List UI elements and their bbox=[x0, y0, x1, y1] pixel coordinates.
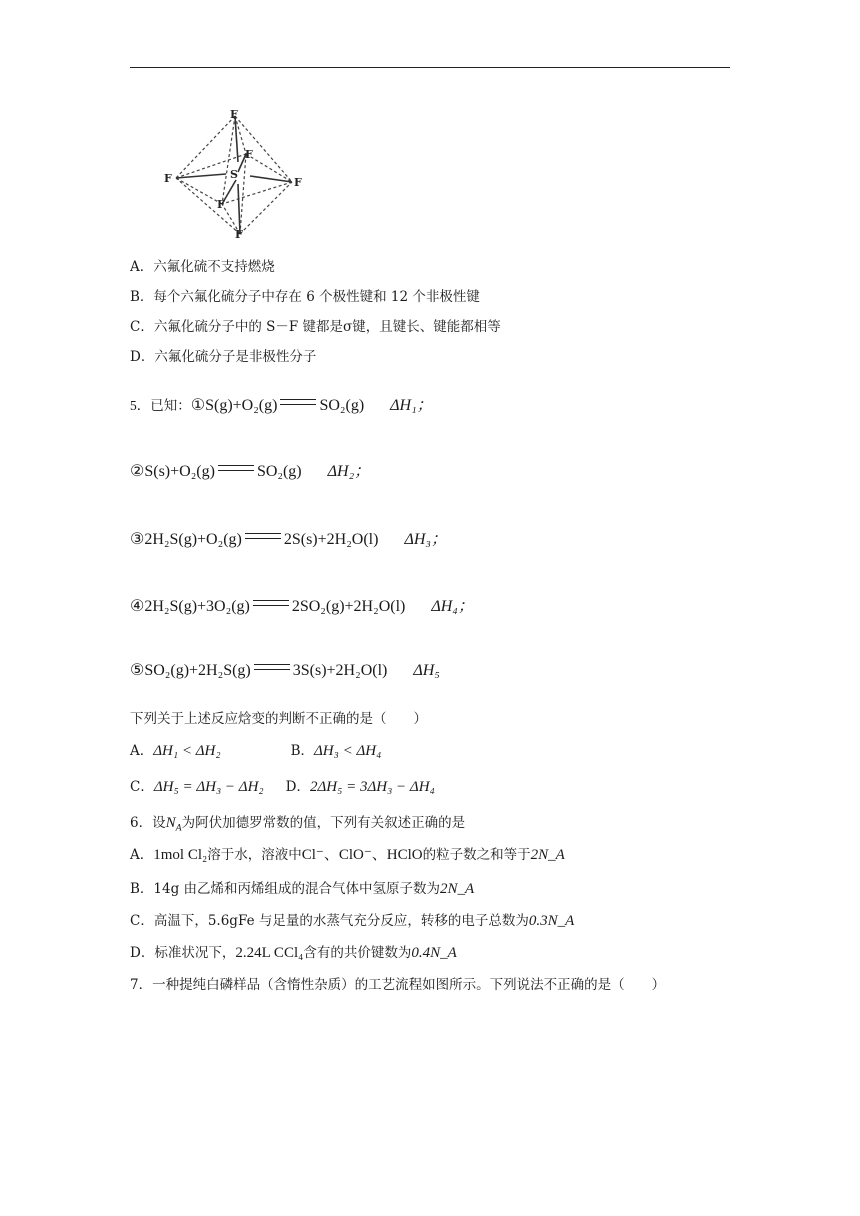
q5-options-ab: A．ΔH₁ < ΔH₂ B．ΔH₃ < ΔH₄ bbox=[130, 743, 382, 759]
q4-option-b: B．每个六氟化硫分子中存在 6 个极性键和 12 个非极性键 bbox=[130, 289, 480, 305]
yields-sign bbox=[245, 533, 281, 539]
yields-sign bbox=[254, 664, 290, 670]
q6-option-a: A．1mol Cl₂溶于水，溶液中Cl⁻、ClO⁻、HClO的粒子数之和等于2N_A bbox=[130, 847, 565, 863]
q5-equation-5: ⑤SO₂(g)+2H₂S(g) 3S(s)+2H₂O(l) ΔH₅ bbox=[130, 662, 440, 679]
q6-option-d: D．标准状况下，2.24L CCl₄含有的共价键数为0.4N_A bbox=[130, 945, 457, 961]
sf6-molecule-figure bbox=[160, 102, 320, 244]
q5-question: 下列关于上述反应焓变的判断不正确的是（ ） bbox=[130, 711, 427, 727]
q6-option-c: C．高温下，5.6gFe 与足量的水蒸气充分反应，转移的电子总数为0.3N_A bbox=[130, 913, 575, 929]
yields-sign bbox=[253, 600, 289, 606]
q6-stem: 6．设$N_A$为阿伏加德罗常数的值，下列有关叙述正确的是 bbox=[130, 815, 466, 834]
q5-equation-3: ③2H₂S(g)+O₂(g) 2S(s)+2H₂O(l) ΔH₃； bbox=[130, 531, 447, 548]
fluorine-atom: F bbox=[164, 172, 172, 185]
fluorine-atom: F bbox=[294, 176, 302, 189]
q6-option-b: B．14g 由乙烯和丙烯组成的混合气体中氢原子数为2N_A bbox=[130, 881, 475, 897]
q4-option-d: D．六氟化硫分子是非极性分子 bbox=[130, 349, 317, 365]
fluorine-atom: F bbox=[235, 228, 243, 241]
fluorine-atom: F bbox=[230, 108, 238, 121]
q5-equation-4: ④2H₂S(g)+3O₂(g) 2SO₂(g)+2H₂O(l) ΔH₄； bbox=[130, 598, 474, 615]
yields-sign bbox=[218, 465, 254, 471]
q5-equation-2: ②S(s)+O₂(g) SO₂(g) ΔH₂； bbox=[130, 463, 371, 480]
fluorine-atom: F bbox=[217, 198, 225, 211]
yields-sign bbox=[280, 399, 316, 405]
sulfur-atom: S bbox=[230, 168, 238, 181]
q5-options-cd: C．ΔH₅ = ΔH₃ − ΔH₂ D．2ΔH₅ = 3ΔH₃ − ΔH₄ bbox=[130, 779, 435, 795]
q4-option-c: C．六氟化硫分子中的 S－F 键都是σ键，且键长、键能都相等 bbox=[130, 319, 501, 335]
header-rule bbox=[130, 67, 730, 68]
q4-option-a: A．六氟化硫不支持燃烧 bbox=[130, 259, 275, 275]
q5-equation-1: 5．已知：①S(g)+O₂(g) SO₂(g) ΔH₁； bbox=[130, 397, 433, 414]
q7-stem: 7．一种提纯白磷样品（含惰性杂质）的工艺流程如图所示。下列说法不正确的是（ ） bbox=[130, 977, 666, 993]
q5-intro: 5．已知： bbox=[130, 398, 191, 413]
fluorine-atom: F bbox=[245, 148, 253, 161]
